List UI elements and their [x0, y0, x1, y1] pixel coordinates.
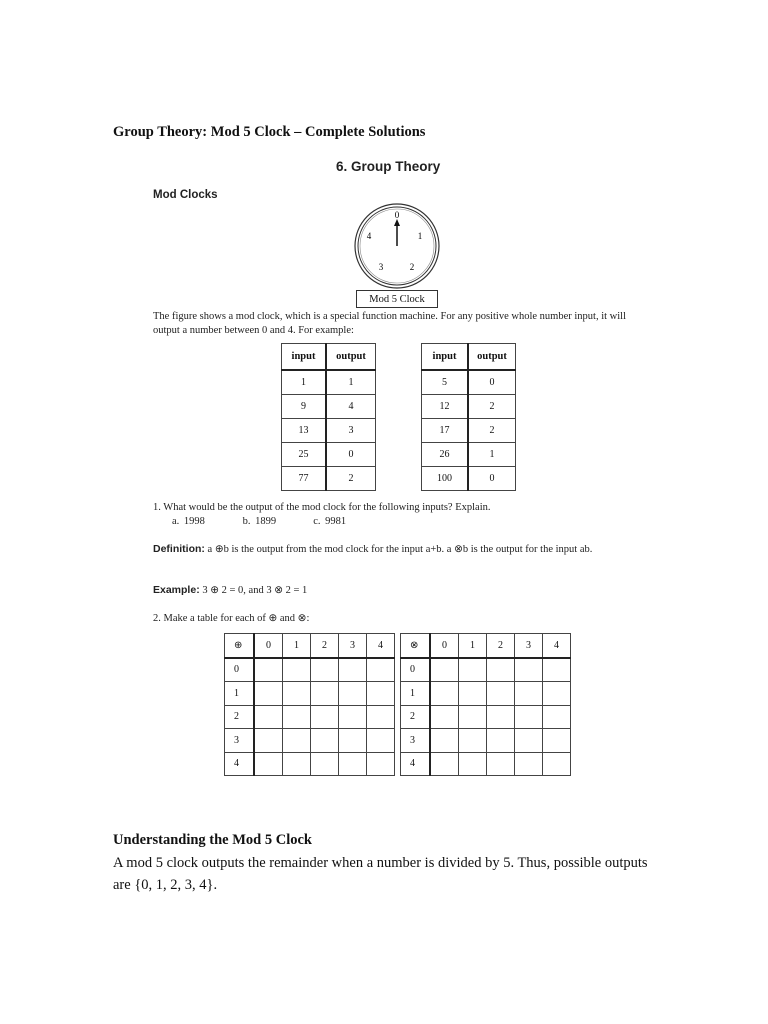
addition-table: ⊕ 0 1 2 3 4 0 1 2 3 4: [224, 633, 395, 776]
table-row: 1: [225, 682, 395, 706]
table-row: 13 3: [282, 419, 376, 443]
clock-number-1: 1: [417, 231, 423, 241]
table-row: 1 1: [282, 370, 376, 395]
column-header-output: output: [326, 344, 376, 371]
example: [153, 584, 307, 596]
question-1-part-b: b. 1899: [242, 516, 277, 527]
table-row: 0: [225, 658, 395, 682]
question-1-part-c: c. 9981: [313, 516, 347, 527]
table-row: 26 1: [422, 443, 516, 467]
table-row: 77 2: [282, 467, 376, 491]
table-row: 17 2: [422, 419, 516, 443]
clock-number-2: 2: [409, 262, 415, 272]
figure-title: 6. Group Theory: [336, 159, 441, 174]
question-1-part-a: a. 1998: [172, 516, 205, 527]
column-header-input: input: [422, 344, 469, 371]
multiplication-table: ⊗ 0 1 2 3 4 0 1 2 3 4: [400, 633, 571, 776]
table-row: 4: [225, 752, 395, 776]
table-row: 100 0: [422, 467, 516, 491]
clock-number-3: 3: [378, 262, 384, 272]
definition-label: Definition:: [153, 543, 205, 555]
example-label: Example:: [153, 584, 200, 596]
table-row: 2: [401, 705, 571, 729]
section-heading: Understanding the Mod 5 Clock: [113, 832, 312, 848]
table-row: 5 0: [422, 370, 516, 395]
column-header-output: output: [468, 344, 516, 371]
column-header-input: input: [282, 344, 327, 371]
document-title: Group Theory: Mod 5 Clock – Complete Solutions: [113, 124, 426, 140]
example-text: 3 ⊕ 2 = 0, and 3 ⊗ 2 = 1: [199, 585, 308, 596]
body-paragraph: A mod 5 clock outputs the remainder when a number is divided by 5. Thus, possible outputs are {0, 1, 2, 3, 4}.: [113, 855, 648, 893]
clock-number-0: 0: [394, 210, 400, 220]
question-1: 1. What would be the output of the mod clock for the following inputs? Explain.: [153, 502, 491, 513]
table-row: 9 4: [282, 395, 376, 419]
table-row: 25 0: [282, 443, 376, 467]
question-1-parts: [172, 516, 346, 527]
io-table-left: [281, 343, 376, 491]
definition-text: a ⊕b is the output from the mod clock for the input a+b. a ⊗b is the output for the input ab.: [204, 544, 593, 555]
table-row: 3: [225, 729, 395, 753]
table-row: 0: [401, 658, 571, 682]
intro-text: The figure shows a mod clock, which is a special function machine. For any positive whole number input, it will output a number between 0 and 4. For example:: [153, 311, 626, 336]
table-row: 2: [225, 705, 395, 729]
clock-hand-arrow: [394, 219, 400, 226]
definition: [153, 542, 638, 557]
question-2: 2. Make a table for each of ⊕ and ⊗:: [153, 613, 310, 624]
clock-label: Mod 5 Clock: [356, 290, 438, 308]
mod-clock-diagram: [346, 202, 448, 290]
addition-symbol: ⊕: [225, 634, 255, 658]
figure-subtitle: Mod Clocks: [153, 189, 218, 201]
table-row: 12 2: [422, 395, 516, 419]
multiplication-symbol: ⊗: [401, 634, 431, 658]
table-row: 4: [401, 752, 571, 776]
table-row: 3: [401, 729, 571, 753]
clock-number-4: 4: [366, 231, 372, 241]
io-table-right: [421, 343, 516, 491]
table-row: 1: [401, 682, 571, 706]
